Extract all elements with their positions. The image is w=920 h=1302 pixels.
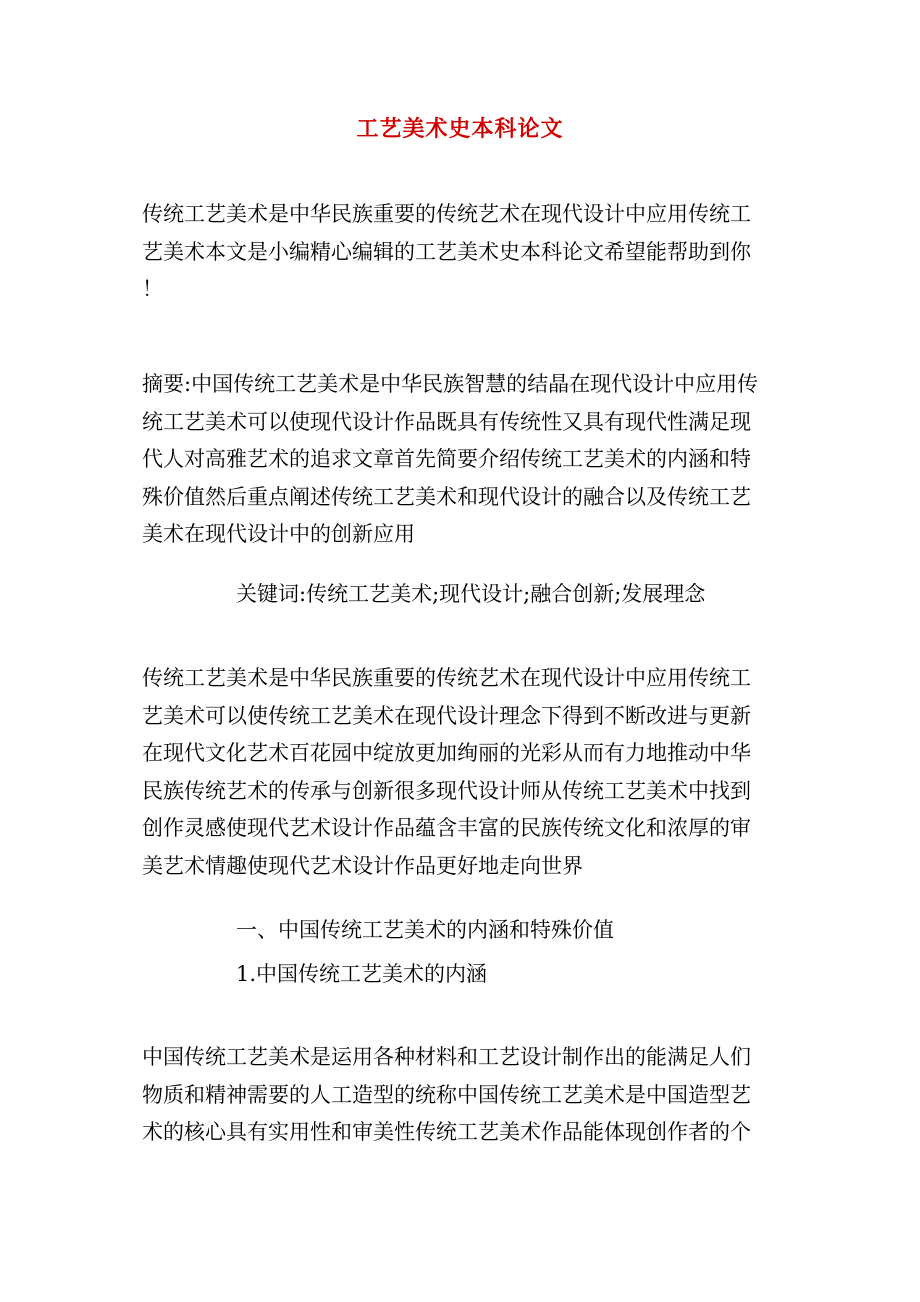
abstract-line: 美术在现代设计中的创新应用 — [142, 522, 415, 546]
section-line: 中国传统工艺美术是运用各种材料和工艺设计制作出的能满足人们 — [142, 1045, 751, 1069]
section-line: 术的核心具有实用性和审美性传统工艺美术作品能体现创作者的个 — [142, 1120, 751, 1144]
abstract-line: 殊价值然后重点阐述传统工艺美术和现代设计的融合以及传统工艺 — [142, 484, 751, 509]
subsection-heading: 1.中国传统工艺美术的内涵 — [236, 962, 488, 986]
section-paragraph — [142, 1039, 782, 1152]
document-title: 工艺美术史本科论文 — [356, 116, 564, 142]
abstract-line: 摘要:中国传统工艺美术是中华民族智慧的结晶在现代设计中应用传 — [142, 372, 759, 396]
body-line: 美艺术情趣使现代艺术设计作品更好地走向世界 — [142, 853, 583, 878]
abstract-paragraph — [142, 366, 782, 554]
body-line: 创作灵感使现代艺术设计作品蕴含丰富的民族传统文化和浓厚的审 — [142, 816, 751, 840]
section-heading: 一、中国传统工艺美术的内涵和特殊价值 — [236, 918, 614, 942]
body-line: 艺美术可以使传统工艺美术在现代设计理念下得到不断改进与更新 — [142, 703, 751, 728]
section-line: 物质和精神需要的人工造型的统称中国传统工艺美术是中国造型艺 — [142, 1082, 751, 1107]
keywords-line: 关键词:传统工艺美术;现代设计;融合创新;发展理念 — [236, 582, 706, 606]
body-paragraph — [142, 660, 782, 885]
intro-line: 传统工艺美术是中华民族重要的传统艺术在现代设计中应用传统工 — [142, 202, 751, 226]
body-line: 传统工艺美术是中华民族重要的传统艺术在现代设计中应用传统工 — [142, 666, 751, 690]
body-line: 在现代文化艺术百花园中绽放更加绚丽的光彩从而有力地推动中华 — [142, 741, 751, 765]
intro-line: 艺美术本文是小编精心编辑的工艺美术史本科论文希望能帮助到你 — [142, 239, 751, 264]
body-line: 民族传统艺术的传承与创新很多现代设计师从传统工艺美术中找到 — [142, 778, 751, 803]
abstract-line: 统工艺美术可以使现代设计作品既具有传统性又具有现代性满足现 — [142, 409, 751, 434]
abstract-line: 代人对高雅艺术的追求文章首先简要介绍传统工艺美术的内涵和特 — [142, 447, 751, 471]
intro-paragraph — [142, 196, 782, 309]
intro-line: ！ — [142, 277, 163, 301]
